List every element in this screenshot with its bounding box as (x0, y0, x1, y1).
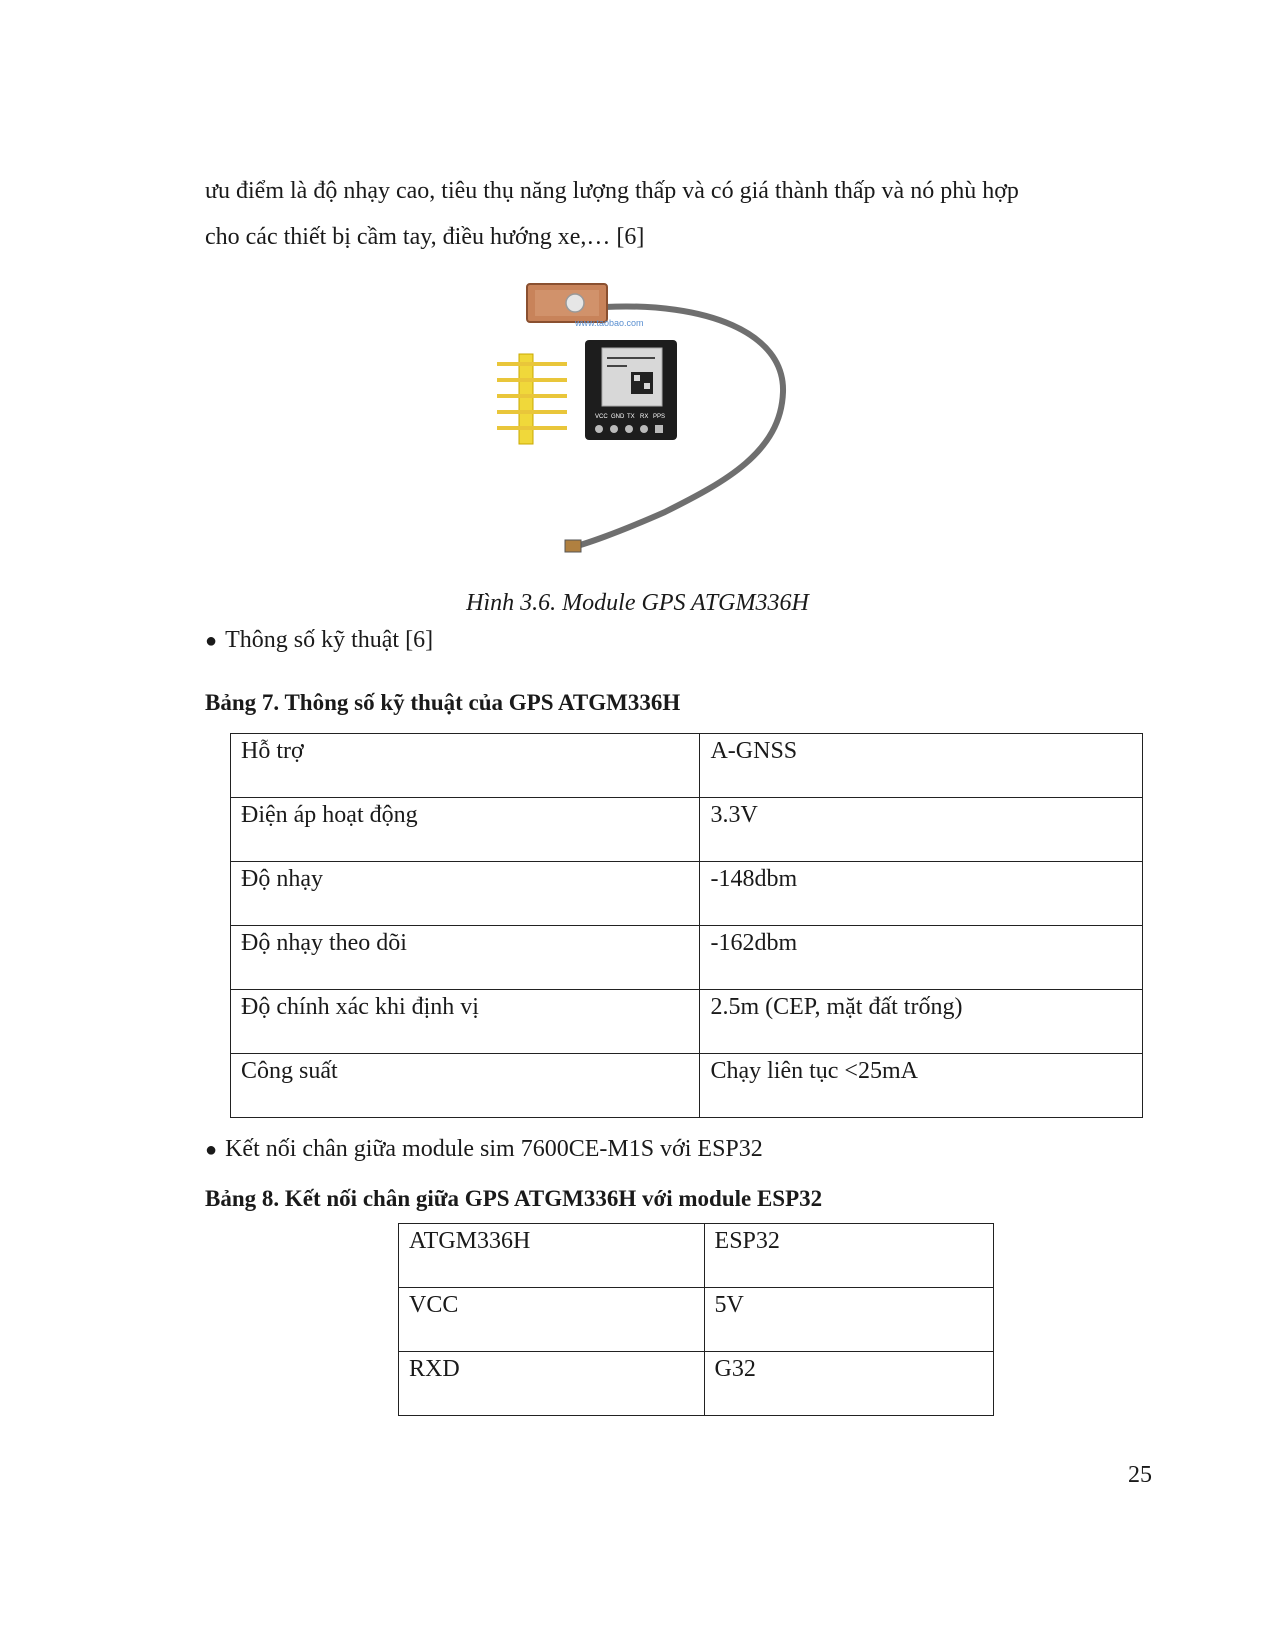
table-cell: -162dbm (700, 926, 1143, 990)
table-cell: Độ nhạy (231, 862, 700, 926)
table-cell: Công suất (231, 1054, 700, 1118)
table-row (231, 990, 1143, 1054)
table-cell: 3.3V (700, 798, 1143, 862)
table-cell: RXD (399, 1352, 705, 1416)
table-cell: ESP32 (704, 1224, 993, 1288)
table-cell: G32 (704, 1352, 993, 1416)
svg-text:TX: TX (627, 414, 635, 420)
table-cell: Chạy liên tục <25mA (700, 1054, 1143, 1118)
table7-caption: Bảng 7. Thông số kỹ thuật của GPS ATGM336H (205, 690, 681, 715)
table-cell: -148dbm (700, 862, 1143, 926)
table-cell: ATGM336H (399, 1224, 705, 1288)
table-row (399, 1224, 994, 1288)
bullet-pin-connection-text: Kết nối chân giữa module sim 7600CE-M1S với ESP32 (225, 1136, 763, 1162)
table-cell: A-GNSS (700, 734, 1143, 798)
table-cell: 2.5m (CEP, mặt đất trống) (700, 990, 1143, 1054)
table-row (231, 926, 1143, 990)
gps-module-figure (495, 282, 835, 564)
table-row (231, 798, 1143, 862)
body-text-line-1: ưu điểm là độ nhạy cao, tiêu thụ năng lượng thấp và có giá thành thấp và nó phù hợp (205, 178, 1019, 204)
table-cell: 5V (704, 1288, 993, 1352)
bullet-pin-connection (205, 1136, 763, 1163)
specs-table (230, 733, 1143, 1118)
table-row (399, 1288, 994, 1352)
svg-text:RX: RX (640, 414, 649, 420)
svg-text:PPS: PPS (653, 414, 666, 420)
bullet-specs (205, 627, 433, 654)
module-pin-labels (595, 414, 665, 420)
table-row (399, 1352, 994, 1416)
table-cell: Hỗ trợ (231, 734, 700, 798)
bullet-dot-icon: ● (205, 630, 218, 652)
gps-module-photo (495, 282, 835, 564)
table-row (231, 1054, 1143, 1118)
bullet-dot-icon: ● (205, 1139, 218, 1161)
table-row (231, 862, 1143, 926)
pin-connection-table (398, 1223, 994, 1416)
body-text-line-2: cho các thiết bị cầm tay, điều hướng xe,… [6] (205, 224, 645, 250)
ipex-connector (565, 540, 581, 552)
table8-caption: Bảng 8. Kết nối chân giữa GPS ATGM336H với module ESP32 (205, 1186, 823, 1211)
figure-caption: Hình 3.6. Module GPS ATGM336H (466, 590, 809, 616)
svg-text:VCC: VCC (595, 414, 608, 420)
bullet-specs-text: Thông số kỹ thuật [6] (225, 627, 434, 653)
svg-text:GND: GND (611, 414, 625, 420)
table-cell: Độ nhạy theo dõi (231, 926, 700, 990)
table-cell: Điện áp hoạt động (231, 798, 700, 862)
watermark-text: www.taobao.com (575, 318, 644, 328)
table-row (231, 734, 1143, 798)
page-number: 25 (1128, 1462, 1152, 1488)
table-cell: Độ chính xác khi định vị (231, 990, 700, 1054)
header-pins (497, 354, 567, 444)
table-cell: VCC (399, 1288, 705, 1352)
